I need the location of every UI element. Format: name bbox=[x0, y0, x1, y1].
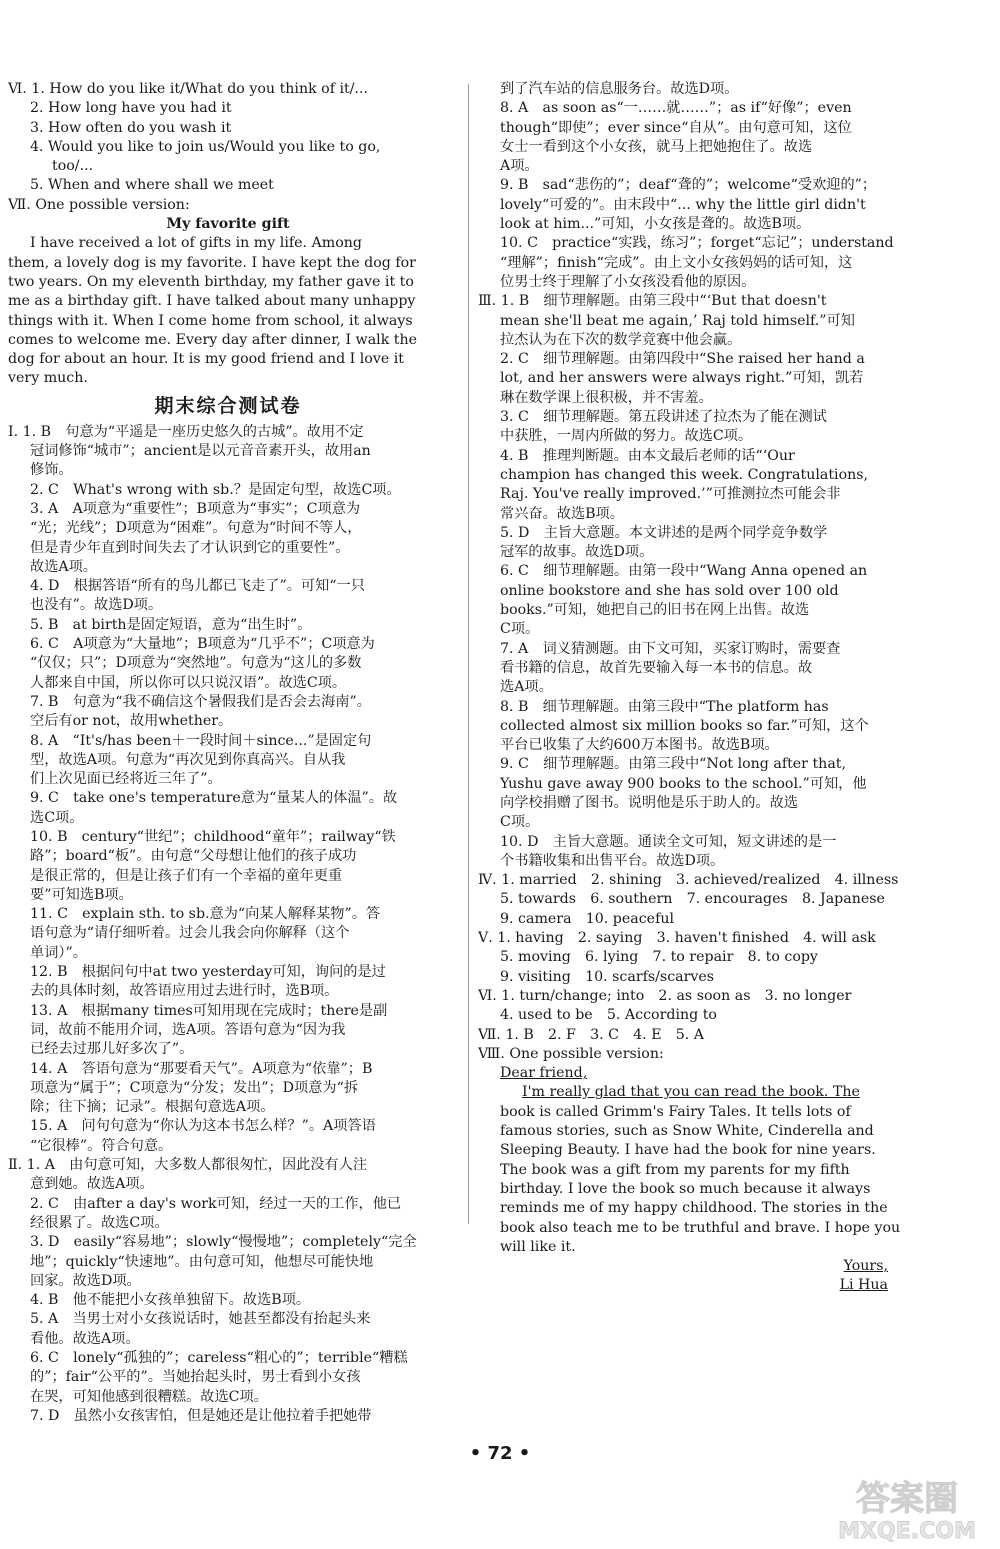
right-text-line: 6. C 细节理解题。由第一段中“Wang Anna opened an bbox=[500, 563, 868, 580]
left-text-line: “它很棒”。符合句意。 bbox=[30, 1137, 173, 1154]
left-text-line: very much. bbox=[8, 370, 88, 387]
left-text-line: 意到她。故选A项。 bbox=[30, 1176, 154, 1193]
left-text-line: Ⅶ. One possible version: bbox=[8, 196, 190, 213]
right-text-line: look at him...”可知，小女孩是聋的。故选B项。 bbox=[500, 216, 811, 233]
right-text-line: Ⅶ. 1. B 2. F 3. C 4. E 5. A bbox=[478, 1026, 705, 1043]
right-text-line: Dear friend, bbox=[500, 1065, 588, 1082]
left-text-line: 12. B 根据问句中at two yesterday可知，询问的是过 bbox=[30, 964, 386, 981]
left-text-line: 4. B 他不能把小女孩单独留下。故选B项。 bbox=[30, 1292, 311, 1309]
right-text-line: 9. visiting 10. scarfs/scarves bbox=[500, 968, 715, 985]
right-text-line: collected almost six million books so far.”可知，这个 bbox=[500, 717, 869, 734]
left-text-line: too/... bbox=[52, 158, 94, 175]
left-text-line: 去的具体时刻，故答语应用过去进行时，选B项。 bbox=[30, 983, 339, 1000]
left-text-line: 经很累了。故选C项。 bbox=[30, 1214, 169, 1231]
right-text-line: 平台已收集了大约600万本图书。故选B项。 bbox=[500, 737, 779, 754]
right-column bbox=[478, 80, 908, 1296]
right-text-line: 5. towards 6. southern 7. encourages 8. Japanese bbox=[500, 891, 885, 908]
column-divider bbox=[468, 84, 469, 1224]
left-text-line: 15. A 问句句意为“你认为这本书怎么样？”。A项答语 bbox=[30, 1118, 376, 1135]
left-text-line: Ⅱ. 1. A 由句意可知，大多数人都很匆忙，因此没有人注 bbox=[8, 1157, 368, 1174]
right-text-line: 常兴奋。故选B项。 bbox=[500, 505, 624, 522]
right-text-line: 4. used to be 5. According to bbox=[500, 1007, 717, 1024]
left-text-line: 2. C 由after a day's work可知，经过一天的工作，他已 bbox=[30, 1195, 402, 1212]
right-text-line: Ⅷ. One possible version: bbox=[478, 1045, 664, 1062]
right-text-line: birthday. I love the book so much because it always bbox=[500, 1180, 871, 1197]
left-text-line: 5. When and where shall we meet bbox=[30, 177, 274, 194]
right-text-line: 9. camera 10. peaceful bbox=[500, 910, 675, 927]
left-text-line: 5. A 当男士对小女孩说话时，她甚至都没有抬起头来 bbox=[30, 1311, 371, 1328]
right-text-line: 9. C 细节理解题。由第三段中“Not long after that, bbox=[500, 756, 846, 773]
left-text-line: 回家。故选D项。 bbox=[30, 1272, 141, 1289]
left-text-line: 地”；quickly“快速地”。由句意可知，他想尽可能快地 bbox=[30, 1253, 374, 1270]
left-text-line: 词，故前不能用介词，选A项。答语句意为“因为我 bbox=[30, 1021, 346, 1038]
right-text-line: 向学校捐赠了图书。说明他是乐于助人的。故选 bbox=[500, 794, 798, 811]
right-text-line: Sleeping Beauty. I have had the book for nine years. bbox=[500, 1142, 876, 1159]
left-text-line: 选C项。 bbox=[30, 809, 84, 826]
right-text-line: 看书籍的信息，故首先要输入每一本书的信息。故 bbox=[500, 659, 813, 676]
right-text-line: 8. B 细节理解题。由第三段中“The platform has bbox=[500, 698, 829, 715]
page-number: • 72 • bbox=[469, 1443, 531, 1464]
svg-text:答案圈: 答案圈 bbox=[856, 1479, 958, 1519]
right-text-line: 8. A as soon as“一……就……”；as if“好像”；even bbox=[500, 100, 852, 117]
left-text-line: 在哭，可知他感到很糟糕。故选C项。 bbox=[30, 1388, 268, 1405]
right-text-line: 10. C practice“实践，练习”；forget“忘记”；understand bbox=[500, 235, 894, 252]
right-text-line: books.”可知，她把自己的旧书在网上出售。故选 bbox=[500, 602, 810, 619]
left-text-line: 14. A 答语句意为“那要看天气”。A项意为“依靠”；B bbox=[30, 1060, 373, 1077]
right-text-line: 选A项。 bbox=[500, 679, 553, 696]
left-text-line: 8. A “It's/has been＋一段时间＋since...”是固定句 bbox=[30, 732, 372, 749]
left-text-line: 7. B 句意为“我不确信这个暑假我们是否会去海南”。 bbox=[30, 693, 371, 710]
left-text-line: 但是青少年直到时间失去了才认识到它的重要性”。 bbox=[30, 539, 350, 556]
left-text-line: 5. B at birth是固定短语，意为“出生时”。 bbox=[30, 616, 312, 633]
left-text-line: 冠词修饰“城市”；ancient是以元音音素开头，故用an bbox=[30, 443, 371, 460]
left-text-line: 9. C take one's temperature意为“量某人的体温”。故 bbox=[30, 790, 398, 807]
left-text-line: 10. B century“世纪”；childhood“童年”；railway“铁 bbox=[30, 828, 396, 845]
right-text-line: 中获胜，一周内所做的努力。故选C项。 bbox=[500, 428, 753, 445]
right-text-line: 2. C 细节理解题。由第四段中“She raised her hand a bbox=[500, 351, 865, 368]
left-text-line: 4. D 根据答语“所有的鸟儿都已飞走了”。可知“一只 bbox=[30, 578, 365, 595]
right-text-line: book also teach me to be truthful and brave. I hope you bbox=[500, 1219, 901, 1236]
right-text-line: 拉杰认为在下次的数学竞赛中他会赢。 bbox=[500, 331, 742, 348]
left-text-line: them, a lovely dog is my favorite. I have kept the dog for bbox=[8, 254, 416, 271]
watermark-logo bbox=[819, 1470, 994, 1545]
right-text-line: will like it. bbox=[500, 1238, 576, 1255]
left-text-line: me as a birthday gift. I have talked about many unhappy bbox=[8, 293, 416, 310]
left-text-line: Ⅵ. 1. How do you like it/What do you think of it/... bbox=[8, 81, 369, 97]
left-text-line: 单词）”。 bbox=[30, 944, 87, 961]
right-text-line: 位男士终于理解了小女孩没看他的原因。 bbox=[500, 273, 756, 290]
svg-text:MXQE.COM: MXQE.COM bbox=[838, 1519, 976, 1544]
left-text-line: 要”可知选B项。 bbox=[30, 886, 133, 903]
right-text-line: Yushu gave away 900 books to the school.”可知，他 bbox=[500, 775, 867, 792]
left-text-line: 空后有or not，故用whether。 bbox=[30, 713, 233, 730]
left-text-line: 也没有”。故选D项。 bbox=[30, 597, 163, 614]
right-text-line: 10. D 主旨大意题。通读全文可知，短文讲述的是一 bbox=[500, 833, 837, 850]
left-text-line: 4. Would you like to join us/Would you like to go, bbox=[30, 138, 381, 155]
left-text-line: “光；光线”；D项意为“困难”。句意为“时间不等人， bbox=[30, 520, 362, 537]
left-text-line: 修饰。 bbox=[30, 462, 73, 479]
left-text-line: 期末综合测试卷 bbox=[154, 394, 302, 417]
right-text-line: Ⅴ. 1. having 2. saying 3. haven't finished 4. will ask bbox=[478, 930, 876, 947]
right-text-line: 冠军的故事。故选D项。 bbox=[500, 544, 654, 561]
right-text-line: champion has changed this week. Congratulations, bbox=[500, 466, 869, 483]
right-text-line: though“即使”；ever since“自从”。由句意可知，这位 bbox=[500, 119, 852, 136]
right-text-line: 5. D 主旨大意题。本文讲述的是两个同学竞争数学 bbox=[500, 524, 828, 541]
left-text-line: 项意为“属于”；C项意为“分发；发出”；D项意为“拆 bbox=[30, 1079, 359, 1096]
right-text-line: lot, and her answers were always right.”可知，凯若 bbox=[500, 370, 864, 387]
left-text-line: 11. C explain sth. to sb.意为“向某人解释某物”。答 bbox=[30, 906, 381, 923]
left-text-line: 型，故选A项。句意为“再次见到你真高兴。自从我 bbox=[30, 751, 346, 768]
right-text-line: Ⅵ. 1. turn/change; into 2. as soon as 3. no longer bbox=[478, 987, 852, 1004]
left-text-line: 除；往下摘；记录”。根据句意选A项。 bbox=[30, 1099, 275, 1116]
left-text-line: 6. C A项意为“大量地”；B项意为“几乎不”；C项意为 bbox=[30, 636, 375, 653]
left-text-line: 是很正常的，但是让孩子们有一个幸福的童年更重 bbox=[30, 867, 343, 884]
right-text-line: 琳在数学课上很积极，并不害羞。 bbox=[500, 389, 713, 406]
left-text-line: 2. C What's wrong with sb.？是固定句型，故选C项。 bbox=[30, 481, 401, 498]
left-text-line: comes to welcome me. Every day after dinner, I walk the bbox=[8, 331, 418, 348]
right-text-line: reminds me of my happy childhood. The stories in the bbox=[500, 1200, 888, 1217]
left-text-line: 2. How long have you had it bbox=[30, 100, 232, 117]
right-text-line: Ⅳ. 1. married 2. shining 3. achieved/realized 4. illness bbox=[478, 872, 899, 889]
left-text-line: Ⅰ. 1. B 句意为“平遥是一座历史悠久的古城”。故用不定 bbox=[8, 423, 364, 440]
right-text-line: book is called Grimm's Fairy Tales. It tells lots of bbox=[500, 1103, 851, 1120]
left-text-line: 3. How often do you wash it bbox=[30, 119, 232, 136]
left-text-line: 语句意为“请仔细听着。过会儿我会向你解释（这个 bbox=[30, 925, 350, 942]
left-text-line: My favorite gift bbox=[166, 216, 290, 233]
right-text-line: lovely“可爱的”。由末段中“... why the little girl didn't bbox=[500, 196, 866, 213]
right-text-line: C项。 bbox=[500, 814, 540, 831]
left-text-line: 13. A 根据many times可知用现在完成时；there是副 bbox=[30, 1002, 388, 1019]
left-text-line: things with it. When I come home from school, it always bbox=[8, 312, 413, 329]
left-text-line: “仅仅；只”；D项意为“突然地”。句意为“这儿的多数 bbox=[30, 655, 362, 672]
left-text-line: 6. C lonely“孤独的”；careless“粗心的”；terrible“糟糕 bbox=[30, 1350, 408, 1366]
right-text-line: 5. moving 6. lying 7. to repair 8. to copy bbox=[500, 949, 818, 966]
right-text-line: Ⅲ. 1. B 细节理解题。由第三段中“‘But that doesn't bbox=[478, 293, 827, 310]
right-text-line: mean she'll beat me again,’ Raj told himself.”可知 bbox=[500, 312, 855, 329]
left-text-line: 7. D 虽然小女孩害怕，但是她还是让他拉着手把她带 bbox=[30, 1407, 372, 1424]
right-text-line: famous stories, such as Snow White, Cinderella and bbox=[500, 1123, 874, 1140]
right-text-line: Yours, bbox=[843, 1258, 888, 1275]
left-text-line: 人都来自中国，所以你可以只说汉语”。故选C项。 bbox=[30, 674, 347, 691]
right-text-line: 女士一看到这个小女孩，就马上把她抱住了。故选 bbox=[500, 138, 813, 155]
right-text-line: A项。 bbox=[500, 158, 539, 175]
right-text-line: “理解”；finish“完成”。由上文小女孩妈妈的话可知，这 bbox=[500, 254, 853, 271]
right-text-line: 到了汽车站的信息服务台。故选D项。 bbox=[500, 81, 739, 97]
right-text-line: 个书籍收集和出售平台。故选D项。 bbox=[500, 852, 725, 869]
left-text-line: 故选A项。 bbox=[30, 558, 97, 575]
right-text-line: Li Hua bbox=[839, 1277, 888, 1294]
left-text-line: 3. A A项意为“重要性”；B项意为“事实”；C项意为 bbox=[30, 500, 361, 517]
left-text-line: 3. D easily“容易地”；slowly“慢慢地”；completely“完全 bbox=[30, 1234, 417, 1251]
left-text-line: 们上次见面已经将近三年了”。 bbox=[30, 771, 222, 788]
left-text-line: two years. On my eleventh birthday, my father gave it to bbox=[8, 273, 414, 290]
left-column bbox=[8, 80, 448, 1426]
left-text-line: I have received a lot of gifts in my life. Among bbox=[30, 235, 362, 252]
right-text-line: I'm really glad that you can read the book. The bbox=[522, 1084, 860, 1101]
right-text-line: C项。 bbox=[500, 621, 540, 638]
right-text-line: 4. B 推理判断题。由本文最后老师的话“‘Our bbox=[500, 447, 795, 464]
right-text-line: 7. A 词义猜测题。由下文可知，买家订购时，需要查 bbox=[500, 640, 841, 657]
left-text-line: 已经去过那儿好多次了”。 bbox=[30, 1041, 194, 1058]
right-text-line: The book was a gift from my parents for my fifth bbox=[500, 1161, 850, 1178]
left-text-line: 看他。故选A项。 bbox=[30, 1330, 140, 1347]
right-text-line: 3. C 细节理解题。第五段讲述了拉杰为了能在测试 bbox=[500, 409, 827, 426]
left-text-line: 的”；fair“公平的”。当她抬起头时，男士看到小女孩 bbox=[30, 1369, 361, 1386]
left-text-line: 路”；board“板”。由句意“父母想让他们的孩子成功 bbox=[30, 848, 357, 865]
right-text-line: online bookstore and she has sold over 100 old bbox=[500, 582, 839, 599]
right-text-line: 9. B sad“悲伤的”；deaf“聋的”；welcome“受欢迎的”； bbox=[500, 177, 877, 194]
right-text-line: Raj. You've really improved.’”可推测拉杰可能会非 bbox=[500, 486, 841, 503]
left-text-line: dog for about an hour. It is my good friend and I love it bbox=[8, 351, 405, 368]
